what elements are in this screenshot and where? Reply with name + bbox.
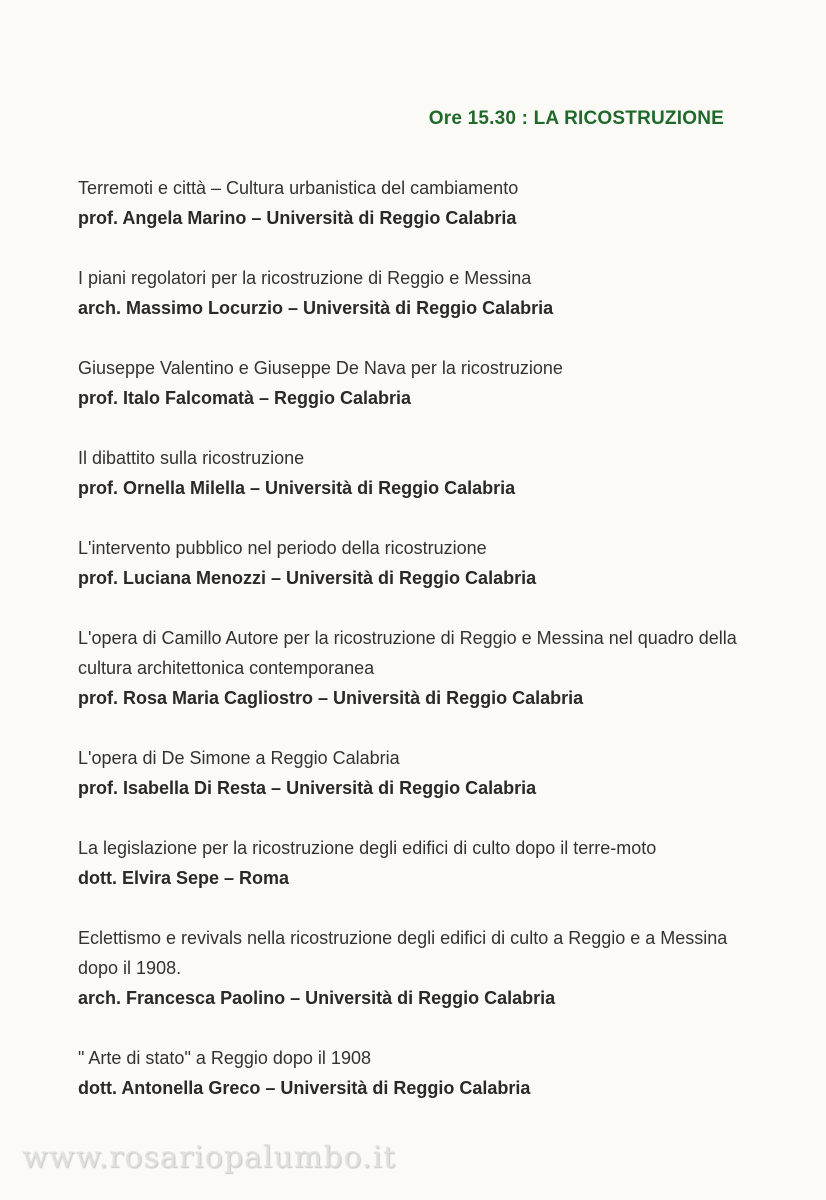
program-entry <box>78 833 738 893</box>
program-entry <box>78 173 738 233</box>
talk-title: " Arte di stato" a Reggio dopo il 1908 <box>78 1048 371 1068</box>
program-entry <box>78 923 738 1013</box>
speaker-name: prof. Ornella Milella – Università di Reggio Calabria <box>78 478 516 498</box>
speaker-name: dott. Elvira Sepe – Roma <box>78 868 290 888</box>
talk-title: L'opera di Camillo Autore per la ricostruzione di Reggio e Messina nel quadro della cultura architettonica contemporanea <box>78 628 737 678</box>
speaker-name: prof. Angela Marino – Università di Reggio Calabria <box>78 208 517 228</box>
talk-title: I piani regolatori per la ricostruzione di Reggio e Messina <box>78 268 532 288</box>
speaker-name: arch. Massimo Locurzio – Università di Reggio Calabria <box>78 298 554 318</box>
talk-title: L'intervento pubblico nel periodo della ricostruzione <box>78 538 487 558</box>
program-entry <box>78 743 738 803</box>
program-entry <box>78 533 738 593</box>
talk-title: Giuseppe Valentino e Giuseppe De Nava per la ricostruzione <box>78 358 563 378</box>
speaker-name: prof. Italo Falcomatà – Reggio Calabria <box>78 388 412 408</box>
session-heading: Ore 15.30 : LA RICOSTRUZIONE <box>428 108 724 129</box>
program-entry <box>78 353 738 413</box>
program-entry <box>78 443 738 503</box>
site-watermark: www.rosariopalumbo.it <box>22 1140 397 1175</box>
program-entry <box>78 1043 738 1103</box>
talk-title: Eclettismo e revivals nella ricostruzione degli edifici di culto a Reggio e a Messina dopo il 1908. <box>78 928 728 978</box>
program-list <box>78 173 738 1133</box>
program-entry <box>78 263 738 323</box>
speaker-name: arch. Francesca Paolino – Università di Reggio Calabria <box>78 988 556 1008</box>
program-entry <box>78 623 738 713</box>
talk-title: L'opera di De Simone a Reggio Calabria <box>78 748 400 768</box>
talk-title: Il dibattito sulla ricostruzione <box>78 448 305 468</box>
speaker-name: prof. Isabella Di Resta – Università di Reggio Calabria <box>78 778 537 798</box>
speaker-name: prof. Luciana Menozzi – Università di Reggio Calabria <box>78 568 537 588</box>
speaker-name: dott. Antonella Greco – Università di Reggio Calabria <box>78 1078 531 1098</box>
talk-title: La legislazione per la ricostruzione degli edifici di culto dopo il terre-moto <box>78 838 657 858</box>
speaker-name: prof. Rosa Maria Cagliostro – Università di Reggio Calabria <box>78 688 584 708</box>
talk-title: Terremoti e città – Cultura urbanistica del cambiamento <box>78 178 519 198</box>
